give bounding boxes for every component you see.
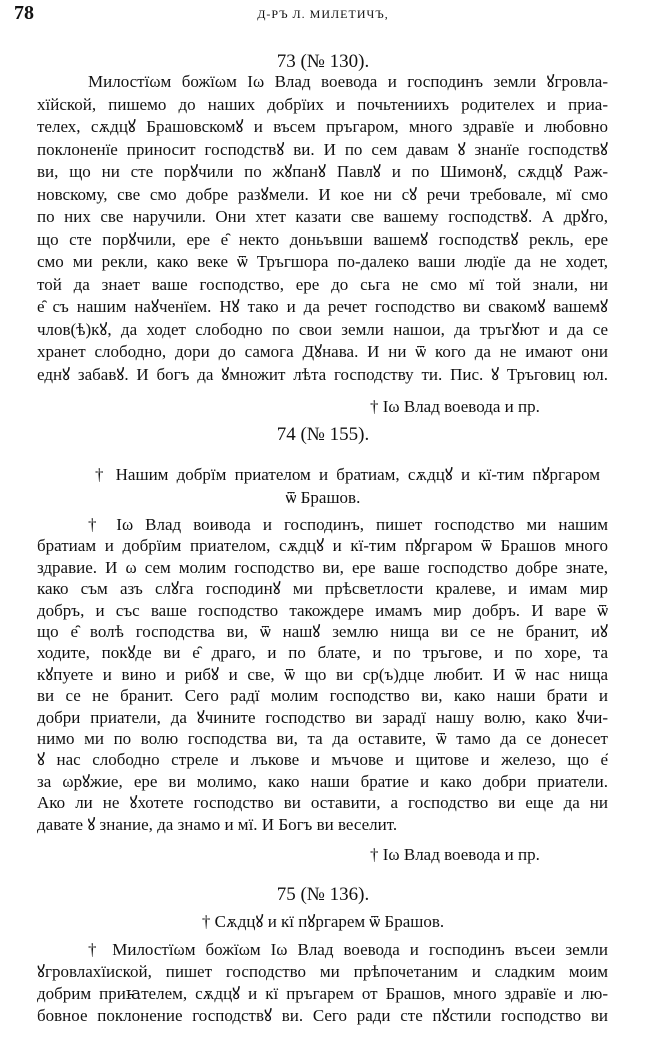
body-line: за ωрꙋжие, ере ви молимо, како наши братие и како добри приатели. [37, 771, 608, 791]
document-title: 73 (№ 130). [276, 51, 370, 72]
body-line: е̑ съ нашим наꙋченїем. Нꙋ тако и да речет господство ви свакомꙋ вашемꙋ [37, 297, 608, 316]
body-line: ꙋгровлахїиской, пишет господство ми прѣпочетаним и сладким моим [37, 962, 608, 981]
body-line: добрим приꙗтелем, сѫдцꙋ и кї пръгарем от Брашов, много здравїе и лю- [37, 984, 608, 1003]
body-line: нимо ми по волю господства ви, та да оставите, ѿ тамо да се донесет [37, 729, 608, 748]
body-line: ви, що ни сте порꙋчили по жꙋпанꙋ Павлꙋ и по Шимонꙋ, сѫдцꙋ Раж- [37, 162, 608, 181]
body-line: по них све наручили. Они хтет казати све вашему господствꙋ. А дрꙋго, [37, 207, 608, 226]
body-line: ходите, покꙋде ви е̑ драго, и по блате, и по тръгове, и по хоре, та [37, 643, 608, 663]
body-line: новскому, све смо добре разꙋмели. И кое ни сꙋ речи требовале, мї смо [37, 184, 608, 204]
body-line: здравие. И ω сем молим господство ви, ере ваше господство добре знате, [37, 557, 608, 577]
body-line: ви се не бранит. Сего радї молим господство ви, како наши брати и [37, 686, 608, 706]
body-line: кꙋпуете и вино и рибꙋ и све, ѿ що ви ср(ъ)дце любит. И ѿ нас нища [37, 664, 608, 684]
body-line: що е̑ волѣ господства ви, ѿ нашꙋ землю нища ви се не бранит, иꙋ [37, 622, 608, 641]
page-number: 78 [14, 2, 34, 24]
running-head: Д-РЪ Л. МИЛЕТИЧЪ, [257, 7, 389, 21]
body-line: бовное поклонение господствꙋ ви. Сего ради сте пꙋстили господство ви [37, 1006, 608, 1025]
body-line: що сте порꙋчили, ере е̑ некто доньъвши вашемꙋ господствꙋ рекль, ере [37, 229, 608, 249]
body-line: хїйской, пишемо до наших добрїих и почьтениихъ родителех и приа- [37, 94, 608, 114]
body-line: смо ми рекли, како веке ѿ Тръгшора по-далеко ваши людїе да не ходет, [37, 252, 608, 271]
document-address: † Сѫдцꙋ и кї пꙋргарем ѿ Брашов. [201, 912, 445, 931]
body-line: † Іω Влад воивода и господинъ, пишет господство ми нашим [88, 515, 608, 534]
body-line: члов(ѣ)кꙋ, да ходет слободно по свои земли нашои, да тръгꙋют и да се [37, 319, 608, 339]
body-line: еднꙋ забавꙋ. И богъ да ꙋмножит лѣта господству ти. Пис. ꙋ Тръговиц юл. [37, 364, 608, 384]
body-line: той да знает ваше господство, ере до сьга не смо мї той знали, ни [37, 274, 608, 294]
body-line: добръ, и със ваше господство такождере имамъ мир добръ. И варе ѿ [37, 600, 608, 620]
signature: † Іω Влад воевода и пр. [370, 397, 540, 416]
body-line: поклоненїе приносит господствꙋ ви. И по сем давам ꙋ знанїе господствꙋ [37, 139, 608, 159]
body-line: Милостїωм божїωм Іω Влад воевода и господинъ земли ꙋгровла- [88, 72, 608, 91]
body-line: телех, сѫдцꙋ Брашовскомꙋ и въсем пръгаром, много здравїе и любовно [37, 117, 608, 136]
document-title: 75 (№ 136). [276, 884, 370, 905]
body-line: како съм азъ слꙋга господинꙋ ми прѣсветлости кралеве, и имам мир [37, 579, 608, 599]
body-line: ꙋ нас слободно стреле и лъкове и мъчове и щитове и железо, що е̑ [37, 750, 608, 770]
body-line: † Милостїωм божїωм Іω Влад воевода и господинъ въсеи земли [88, 940, 608, 959]
document-title: 74 (№ 155). [276, 424, 370, 445]
body-line: хранет слободно, дори до самога Дꙋнава. И ни ѿ кого да не имают они [37, 342, 608, 361]
document-address: ѿ Брашов. [285, 488, 361, 507]
body-line: давате ꙋ знание, да знамо и мї. И Богъ ви веселит. [37, 814, 398, 834]
document-address: † Нашим добрїм приателом и братиам, сѫдцꙋ и кї-тим пꙋргаром [95, 465, 600, 484]
body-line: Ако ли не ꙋхотете господство ви оставити, а господство ви еще да ни [37, 793, 608, 813]
body-line: добри приатели, да ꙋчините господство ви зарадї нашу волю, како ꙋчи- [37, 707, 608, 727]
signature: † Іω Влад воевода и пр. [370, 845, 540, 864]
body-line: братиам и добрїим приателом, сѫдцꙋ и кї-тим пꙋргаром ѿ Брашов много [37, 536, 608, 556]
